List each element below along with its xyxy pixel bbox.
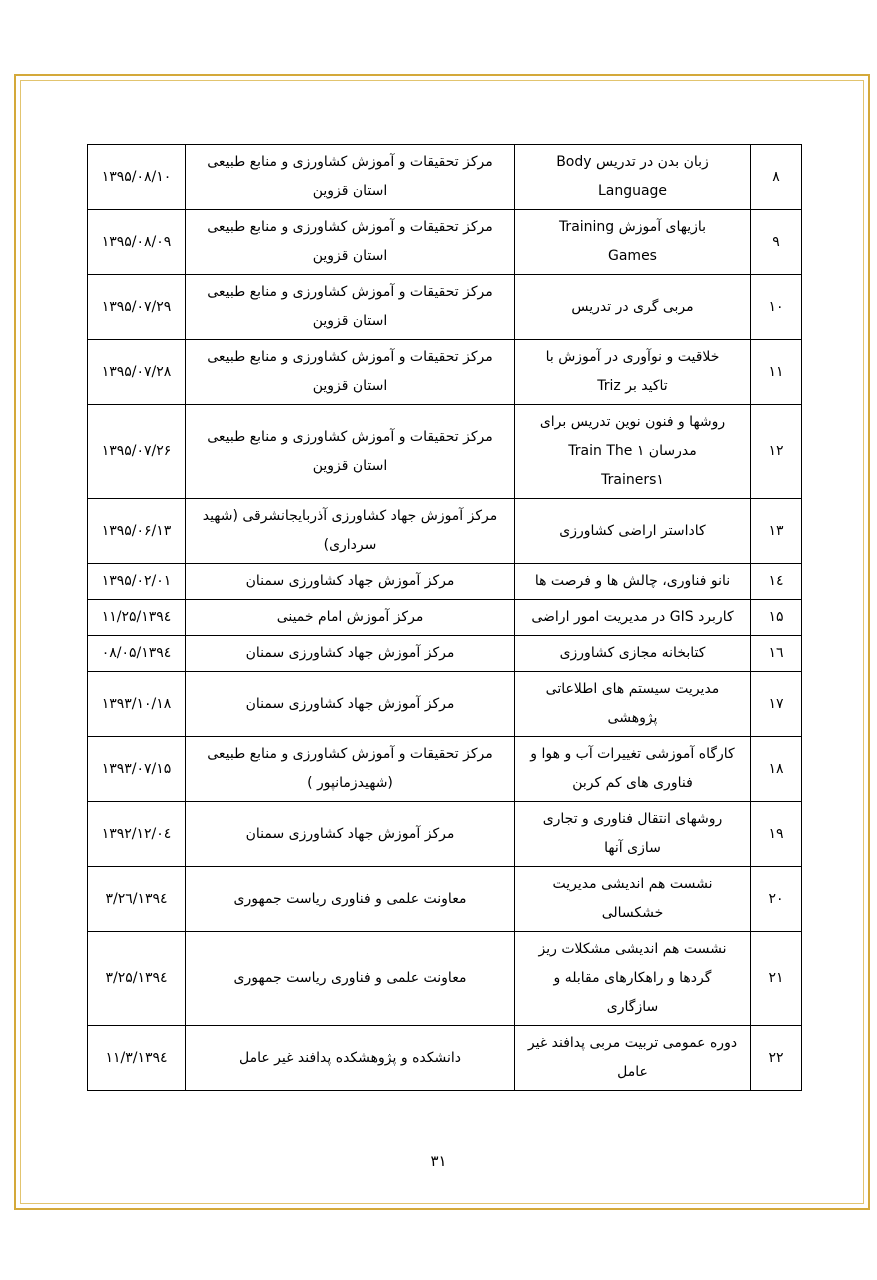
course-date: ۱۳۹٤/۳/۲٦ <box>88 867 186 932</box>
table-row <box>88 932 802 1026</box>
course-date: ۱۳۹۲/۱۲/۰٤ <box>88 802 186 867</box>
course-title <box>515 145 751 210</box>
organizer <box>186 145 515 210</box>
course-title-text: کارگاه آموزشی تغییرات آب و هوا و فناوری های کم کربن <box>530 746 735 791</box>
course-title <box>515 564 751 600</box>
row-number: ۱۵ <box>751 600 802 636</box>
course-title <box>515 340 751 405</box>
organizer-text: مرکز آموزش امام خمینی <box>276 609 424 625</box>
row-number: ۲۱ <box>751 932 802 1026</box>
table-row <box>88 499 802 564</box>
row-number: ۹ <box>751 210 802 275</box>
course-title <box>515 672 751 737</box>
course-title-text: مربی گری در تدریس <box>571 298 694 315</box>
course-title-text: نانو فناوری، چالش ها و فرصت ها <box>534 573 731 589</box>
organizer <box>186 636 515 672</box>
course-date: ۱۳۹۳/۰۷/۱۵ <box>88 737 186 802</box>
courses-table-body <box>88 145 802 1091</box>
course-title-text: روشها و فنون نوین تدریس برای مدرسان ۱ Train The Trainers۱ <box>539 414 726 488</box>
organizer <box>186 932 515 1026</box>
course-date: ۱۳۹۵/۰۸/۱۰ <box>88 145 186 210</box>
table-row <box>88 275 802 340</box>
course-title <box>515 636 751 672</box>
course-date: ۱۳۹۵/۰۸/۰۹ <box>88 210 186 275</box>
organizer <box>186 867 515 932</box>
course-date: ۱۳۹٤/۳/۲۵ <box>88 932 186 1026</box>
organizer <box>186 499 515 564</box>
table-row <box>88 672 802 737</box>
organizer-text: مرکز آموزش جهاد کشاورزی سمنان <box>245 573 455 589</box>
course-title-text: نشست هم اندیشی مشکلات ریز گردها و راهکارهای مقابله و سازگاری <box>538 941 727 1015</box>
table-row <box>88 1026 802 1091</box>
course-title <box>515 932 751 1026</box>
row-number: ۱۱ <box>751 340 802 405</box>
organizer-text: مرکز تحقیقات و آموزش کشاورزی و منابع طبیعی استان قزوین <box>207 154 493 199</box>
table-row <box>88 737 802 802</box>
row-number: ۲۰ <box>751 867 802 932</box>
page-number: ۳۱ <box>430 1152 447 1170</box>
course-title <box>515 499 751 564</box>
organizer <box>186 210 515 275</box>
organizer <box>186 600 515 636</box>
course-title-text: کاداستر اراضی کشاورزی <box>559 522 706 539</box>
course-title <box>515 600 751 636</box>
table-row <box>88 340 802 405</box>
row-number: ۱۲ <box>751 405 802 499</box>
row-number: ۲۲ <box>751 1026 802 1091</box>
course-title-text: خلاقیت و نوآوری در آموزش با تاکید بر Triz <box>545 349 720 394</box>
course-date: ۱۳۹۵/۰۲/۰۱ <box>88 564 186 600</box>
course-date: ۱۳۹٤/۱۱/۳ <box>88 1026 186 1091</box>
organizer-text: مرکز تحقیقات و آموزش کشاورزی و منابع طبیعی استان قزوین <box>207 349 493 394</box>
course-title <box>515 867 751 932</box>
course-date: ۱۳۹۵/۰۶/۱۳ <box>88 499 186 564</box>
course-date: ۱۳۹۵/۰۷/۲۶ <box>88 405 186 499</box>
row-number: ۱٤ <box>751 564 802 600</box>
organizer <box>186 405 515 499</box>
course-title <box>515 737 751 802</box>
course-date: ۱۳۹۵/۰۷/۲۹ <box>88 275 186 340</box>
organizer-text: مرکز تحقیقات و آموزش کشاورزی و منابع طبیعی (شهیدزمانپور ) <box>207 746 493 791</box>
organizer-text: معاونت علمی و فناوری ریاست جمهوری <box>233 970 467 986</box>
course-title <box>515 210 751 275</box>
row-number: ۱۸ <box>751 737 802 802</box>
table-row <box>88 210 802 275</box>
organizer-text: مرکز آموزش جهاد کشاورزی سمنان <box>245 645 455 661</box>
course-title-text: مدیریت سیستم های اطلاعاتی پژوهشی <box>545 681 720 726</box>
table-row <box>88 145 802 210</box>
course-title <box>515 275 751 340</box>
table-row <box>88 600 802 636</box>
course-title-text: دوره عمومی تربیت مربی پدافند غیر عامل <box>527 1035 738 1080</box>
organizer <box>186 275 515 340</box>
row-number: ۱۰ <box>751 275 802 340</box>
table-row <box>88 564 802 600</box>
row-number: ۱۳ <box>751 499 802 564</box>
organizer <box>186 672 515 737</box>
organizer-text: مرکز تحقیقات و آموزش کشاورزی و منابع طبیعی استان قزوین <box>207 219 493 264</box>
organizer-text: مرکز آموزش جهاد کشاورزی آذربایجانشرقی (شهید سرداری) <box>202 508 498 553</box>
course-title <box>515 802 751 867</box>
row-number: ۱۹ <box>751 802 802 867</box>
organizer <box>186 564 515 600</box>
table-row <box>88 867 802 932</box>
table-row <box>88 802 802 867</box>
course-title-text: نشست هم اندیشی مدیریت خشکسالی <box>552 876 713 921</box>
row-number: ۸ <box>751 145 802 210</box>
row-number: ۱٦ <box>751 636 802 672</box>
organizer-text: معاونت علمی و فناوری ریاست جمهوری <box>233 890 467 907</box>
course-date: ۱۳۹۵/۰۷/۲۸ <box>88 340 186 405</box>
course-title-text: روشهای انتقال فناوری و تجاری سازی آنها <box>542 811 723 856</box>
row-number: ۱۷ <box>751 672 802 737</box>
course-title-text: کاربرد GIS در مدیریت امور اراضی <box>531 609 734 625</box>
organizer-text: مرکز تحقیقات و آموزش کشاورزی و منابع طبیعی استان قزوین <box>207 428 493 474</box>
course-title <box>515 405 751 499</box>
course-title <box>515 1026 751 1091</box>
organizer-text: مرکز تحقیقات و آموزش کشاورزی و منابع طبیعی استان قزوین <box>207 284 493 329</box>
courses-table <box>87 144 802 1091</box>
course-title-text: بازیهای آموزش Training Games <box>558 219 707 264</box>
course-date: ۱۳۹٤/۰۸/۰۵ <box>88 636 186 672</box>
organizer-text: دانشکده و پژوهشکده پدافند غیر عامل <box>239 1049 461 1066</box>
organizer <box>186 1026 515 1091</box>
course-date: ۱۳۹۳/۱۰/۱۸ <box>88 672 186 737</box>
table-row <box>88 405 802 499</box>
organizer-text: مرکز آموزش جهاد کشاورزی سمنان <box>245 695 455 712</box>
organizer-text: مرکز آموزش جهاد کشاورزی سمنان <box>245 825 455 842</box>
organizer <box>186 737 515 802</box>
organizer <box>186 340 515 405</box>
organizer <box>186 802 515 867</box>
course-title-text: زبان بدن در تدریس Body Language <box>556 154 709 199</box>
course-date: ۱۳۹٤/۱۱/۲۵ <box>88 600 186 636</box>
table-row <box>88 636 802 672</box>
course-title-text: کتابخانه مجازی کشاورزی <box>559 645 706 661</box>
